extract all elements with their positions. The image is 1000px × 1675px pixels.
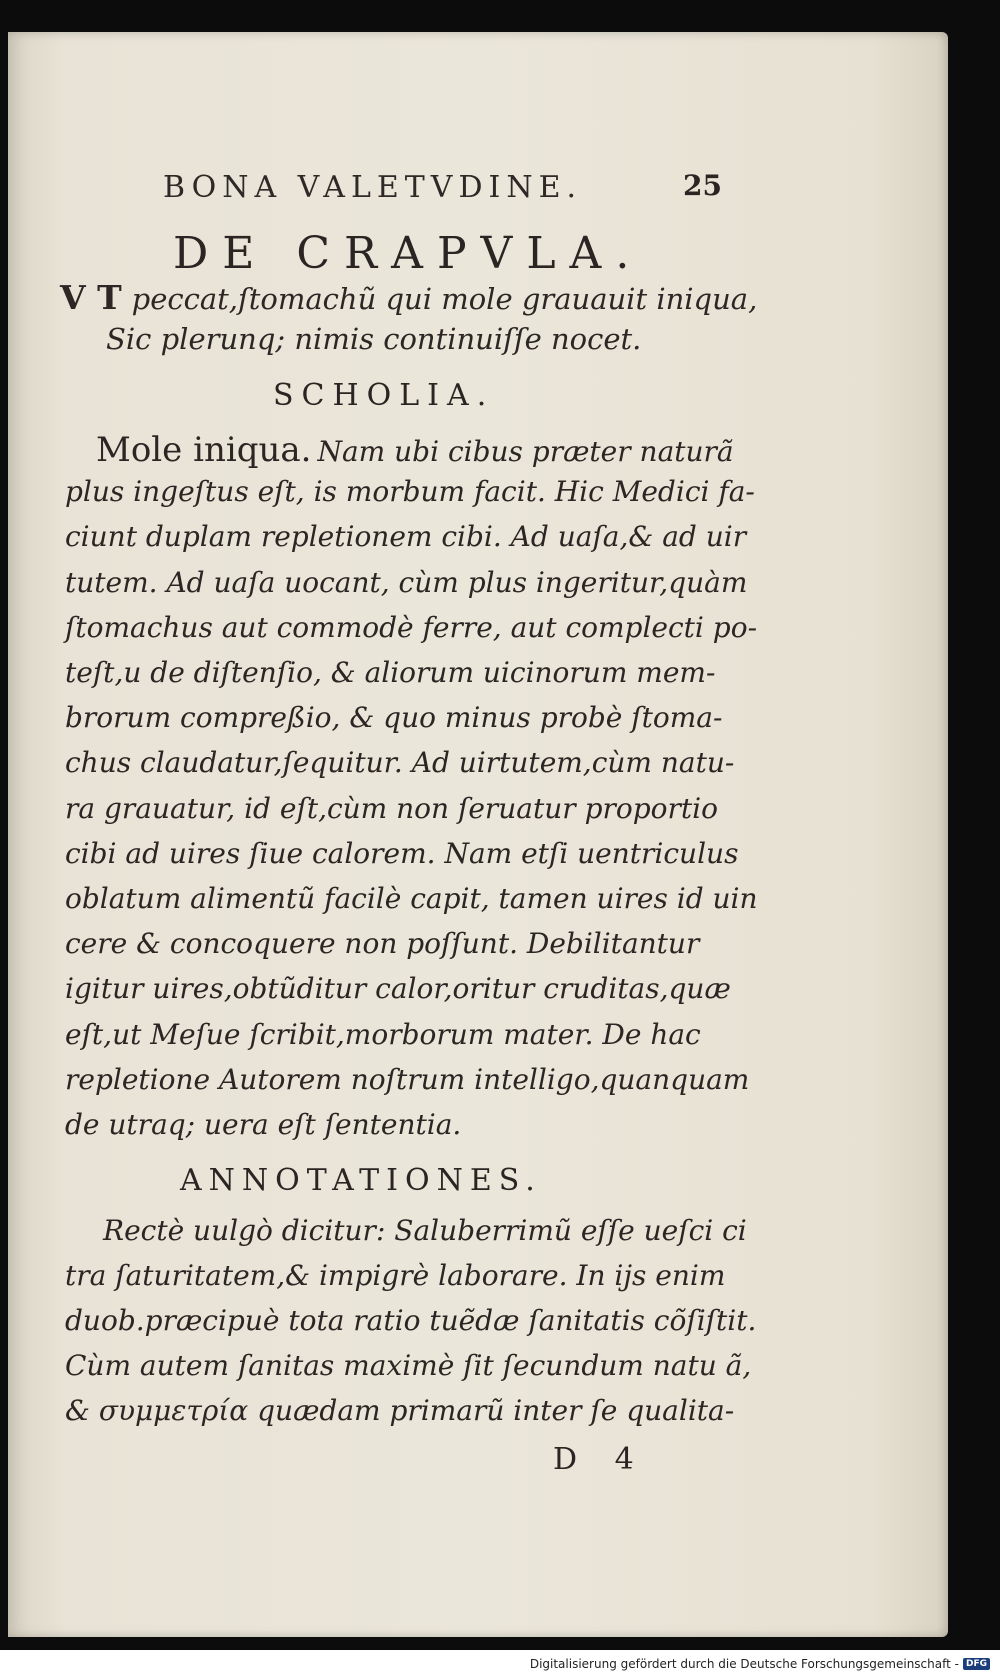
scholia-line: ra grauatur, id eſt,cùm non ſeruatur proportio: [65, 791, 718, 825]
scholia-line: de utraq; uera eſt ſententia.: [65, 1108, 462, 1141]
book-page: [8, 32, 948, 1637]
section-title: DE CRAPVLA.: [173, 228, 644, 279]
credit-text: Digitalisierung gefördert durch die Deutsche Forschungsgemeinschaft -: [529, 1657, 959, 1671]
page-number: 25: [683, 169, 722, 202]
scholia-line: oblatum alimentũ facilè capit, tamen uires id uin: [65, 882, 758, 915]
scholia-line: chus claudatur,ſequitur. Ad uirtutem,cùm natu-: [65, 746, 735, 780]
scholia-line: brorum compreßio, & quo minus probè ſtoma-: [65, 701, 723, 735]
annotationes-line: & συμμετρία quædam primarũ inter ſe qualita-: [65, 1394, 735, 1427]
verse-initial: V T: [60, 278, 122, 317]
scholia-line: [96, 430, 734, 470]
scholia-line: igitur uires,obtũditur calor,oritur cruditas,quæ: [65, 972, 731, 1006]
scholia-line: repletione Autorem noſtrum intelligo,quanquam: [65, 1062, 750, 1096]
scholia-line: eſt,ut Meſue ſcribit,morborum mater. De hac: [65, 1017, 701, 1051]
verse-line: [106, 322, 641, 356]
running-header: BONA VALETVDINE.: [163, 170, 583, 205]
footer-credit: [530, 1657, 990, 1671]
signature-mark: D 4: [553, 1442, 648, 1477]
scholia-line: plus ingeſtus eſt, is morbum facit. Hic Medici fa-: [65, 475, 755, 509]
scholia-line: cere & concoquere non poſſunt. Debilitantur: [65, 927, 700, 961]
verse-line: [60, 278, 757, 317]
scholia-line: teſt,u de diſtenſio, & aliorum uicinorum mem-: [65, 656, 716, 689]
annotationes-heading: ANNOTATIONES.: [180, 1163, 542, 1198]
annotationes-line: Cùm autem ſanitas maximè ſit ſecundum natu ã,: [65, 1349, 752, 1382]
annotationes-line: tra ſaturitatem,& impigrè laborare. In ijs enim: [65, 1259, 726, 1292]
annotationes-line: duob.præcipuè tota ratio tuẽdæ ſanitatis cõſiſtit.: [65, 1304, 757, 1337]
annotationes-line: Rectè uulgò dicitur: Saluberrimũ eſſe ueſci ci: [103, 1214, 747, 1247]
verse-text: peccat,ſtomachũ qui mole grauauit iniqua,: [131, 282, 758, 316]
scholia-line: ſtomachus aut commodè ferre, aut complecti po-: [65, 610, 758, 644]
scholia-line: ciunt duplam repletionem cibi. Ad uaſa,& ad uir: [65, 520, 747, 554]
verse-text: Sic plerunq; nimis continuiſſe nocet.: [106, 322, 642, 356]
scholia-lemma: Mole iniqua.: [96, 430, 312, 470]
scholia-line: tutem. Ad uaſa uocant, cùm plus ingeritur,quàm: [65, 565, 748, 599]
scholia-line: cibi ad uires ſiue calorem. Nam etſi uentriculus: [65, 836, 739, 870]
scholia-line-text: Nam ubi cibus præter naturã: [317, 435, 734, 468]
dfg-logo: DFG: [963, 1658, 990, 1670]
scholia-heading: SCHOLIA.: [273, 378, 495, 413]
